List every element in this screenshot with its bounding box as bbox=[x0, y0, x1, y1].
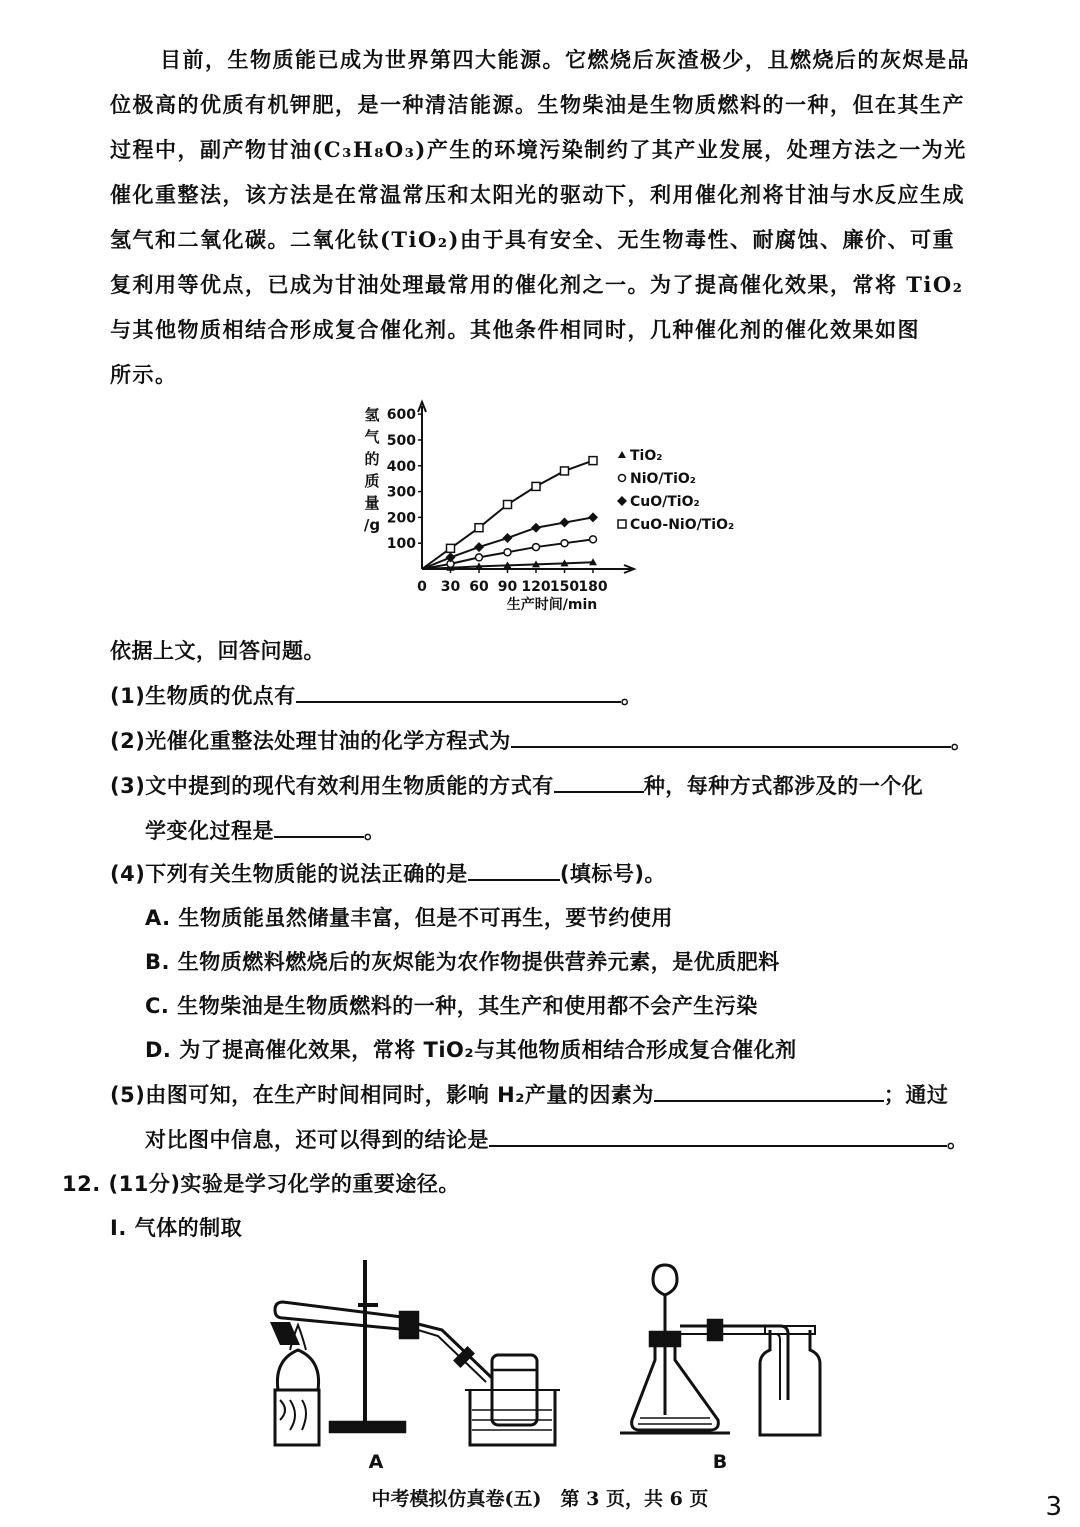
passage-line: 位极高的优质有机钾肥，是一种清洁能源。生物柴油是生物质燃料的一种，但在其生产 bbox=[110, 92, 965, 117]
legend-marker bbox=[617, 496, 627, 506]
q5-answer-blank-1[interactable] bbox=[654, 1082, 884, 1102]
data-point bbox=[447, 544, 455, 552]
x-tick-label: 30 bbox=[440, 579, 461, 595]
q4-answer-blank[interactable] bbox=[468, 861, 560, 881]
apparatus-a-drawing bbox=[270, 1260, 560, 1445]
data-point bbox=[561, 467, 569, 475]
legend-label: CuO/TiO₂ bbox=[630, 494, 700, 510]
x-tick-label: 120 bbox=[521, 579, 551, 595]
x-tick-label: 150 bbox=[549, 579, 580, 595]
legend-label: CuO-NiO/TiO₂ bbox=[630, 517, 735, 533]
passage-line: 催化重整法，该方法是在常温常压和太阳光的驱动下，利用催化剂将甘油与水反应生成 bbox=[110, 182, 965, 207]
q2-prefix: (2)光催化重整法处理甘油的化学方程式为 bbox=[110, 729, 511, 753]
passage-line: 所示。 bbox=[110, 362, 178, 387]
data-point bbox=[561, 540, 568, 547]
q3-mid: 种，每种方式都涉及的一个化 bbox=[643, 774, 924, 798]
q5-suffix: 。 bbox=[947, 1128, 969, 1152]
legend-marker bbox=[618, 451, 626, 458]
y-axis-label-char: 氢 bbox=[364, 406, 380, 424]
catalyst-chart bbox=[350, 398, 770, 618]
q2-answer-blank[interactable] bbox=[511, 728, 951, 748]
question-3-line2 bbox=[145, 815, 386, 845]
legend-label: TiO₂ bbox=[630, 448, 663, 464]
q4-option-c: C. 生物柴油是生物质燃料的一种，其生产和使用都不会产生污染 bbox=[145, 994, 758, 1018]
data-point bbox=[475, 524, 483, 532]
data-point bbox=[531, 523, 541, 533]
data-point bbox=[590, 536, 597, 543]
q1-prefix: (1)生物质的优点有 bbox=[110, 684, 296, 708]
y-tick-label: 100 bbox=[386, 536, 416, 553]
q3-suffix: 。 bbox=[364, 819, 386, 843]
y-tick-label: 600 bbox=[386, 407, 416, 424]
y-axis-label-char: 量 bbox=[364, 494, 380, 512]
q5-line2: 对比图中信息，还可以得到的结论是 bbox=[145, 1128, 489, 1152]
question-5-line2 bbox=[145, 1124, 969, 1154]
q3-answer-blank-1[interactable] bbox=[554, 773, 644, 793]
page-number: 3 bbox=[1045, 1492, 1062, 1522]
data-point bbox=[504, 500, 512, 508]
data-point bbox=[532, 482, 540, 490]
y-axis-label-char: 质 bbox=[364, 472, 380, 490]
question-5 bbox=[110, 1079, 948, 1109]
y-tick-label: 400 bbox=[386, 458, 416, 475]
legend-marker bbox=[619, 475, 626, 482]
y-axis-label-char: 气 bbox=[364, 428, 380, 446]
passage-line: 复利用等优点，已成为甘油处理最常用的催化剂之一。为了提高催化效果，常将 TiO₂ bbox=[110, 272, 964, 297]
question-1 bbox=[110, 680, 642, 710]
legend-marker bbox=[618, 520, 626, 528]
y-tick-label: 200 bbox=[386, 510, 416, 527]
data-point bbox=[560, 518, 570, 528]
x-tick-label: 60 bbox=[469, 579, 489, 595]
y-axis-label-unit: /g bbox=[363, 516, 381, 534]
data-point bbox=[588, 512, 598, 522]
apparatus-b-drawing bbox=[620, 1265, 820, 1435]
data-point bbox=[504, 549, 511, 556]
q4-option-b: B. 生物质燃料燃烧后的灰烬能为农作物提供营养元素，是优质肥料 bbox=[145, 950, 780, 974]
x-tick-label: 180 bbox=[578, 579, 608, 595]
data-point bbox=[503, 533, 513, 543]
q5-prefix: (5)由图可知，在生产时间相同时，影响 H₂产量的因素为 bbox=[110, 1083, 654, 1107]
data-point bbox=[476, 554, 483, 561]
y-axis-label-char: 的 bbox=[364, 450, 380, 468]
q3-answer-blank-2[interactable] bbox=[274, 818, 364, 838]
q4-option-a: A. 生物质能虽然储量丰富，但是不可再生，要节约使用 bbox=[145, 906, 673, 930]
y-tick-label: 300 bbox=[386, 484, 416, 501]
page-footer: 中考模拟仿真卷(五) 第 3 页，共 6 页 bbox=[371, 1488, 709, 1510]
passage-line: 目前，生物质能已成为世界第四大能源。它燃烧后灰渣极少，且燃烧后的灰烬是品 bbox=[160, 47, 970, 72]
q3-line2: 学变化过程是 bbox=[145, 819, 274, 843]
y-tick-label: 500 bbox=[386, 432, 416, 449]
section-heading: Ⅰ. 气体的制取 bbox=[110, 1216, 243, 1240]
q2-suffix: 。 bbox=[950, 729, 973, 753]
x-tick-label: 90 bbox=[497, 579, 518, 595]
q1-answer-blank[interactable] bbox=[296, 683, 621, 703]
data-point bbox=[589, 457, 597, 465]
legend-label: NiO/TiO₂ bbox=[630, 471, 696, 487]
apparatus-b-label: B bbox=[712, 1451, 728, 1473]
passage-line: 过程中，副产物甘油(C₃H₈O₃)产生的环境污染制约了其产业发展，处理方法之一为光 bbox=[110, 137, 967, 162]
q5-mid: ；通过 bbox=[883, 1083, 949, 1107]
question-2 bbox=[110, 725, 972, 755]
q4-option-d: D. 为了提高催化效果，常将 TiO₂与其他物质相结合形成复合催化剂 bbox=[145, 1038, 797, 1062]
apparatus-a-label: A bbox=[368, 1451, 384, 1473]
q3-prefix: (3)文中提到的现代有效利用生物质能的方式有 bbox=[110, 774, 554, 798]
q4-prefix: (4)下列有关生物质能的说法正确的是 bbox=[110, 862, 468, 886]
data-point bbox=[533, 544, 540, 551]
question-4 bbox=[110, 858, 666, 888]
q1-suffix: 。 bbox=[620, 684, 643, 708]
q5-answer-blank-2[interactable] bbox=[489, 1127, 947, 1147]
q4-suffix: (填标号)。 bbox=[559, 862, 667, 886]
x-tick-label: 0 bbox=[417, 579, 427, 595]
passage-line: 氢气和二氧化碳。二氧化钛(TiO₂)由于具有安全、无生物毒性、耐腐蚀、廉价、可重 bbox=[110, 227, 955, 252]
x-axis-label: 生产时间/min bbox=[506, 597, 598, 613]
question-12-title: 12. (11分)实验是学习化学的重要途径。 bbox=[62, 1172, 460, 1196]
data-point bbox=[474, 542, 484, 552]
data-point bbox=[446, 552, 456, 562]
intro-text: 依据上文，回答问题。 bbox=[110, 639, 325, 663]
passage-line: 与其他物质相结合形成复合催化剂。其他条件相同时，几种催化剂的催化效果如图 bbox=[110, 317, 920, 342]
apparatus-figure bbox=[260, 1250, 850, 1480]
question-3 bbox=[110, 770, 923, 800]
